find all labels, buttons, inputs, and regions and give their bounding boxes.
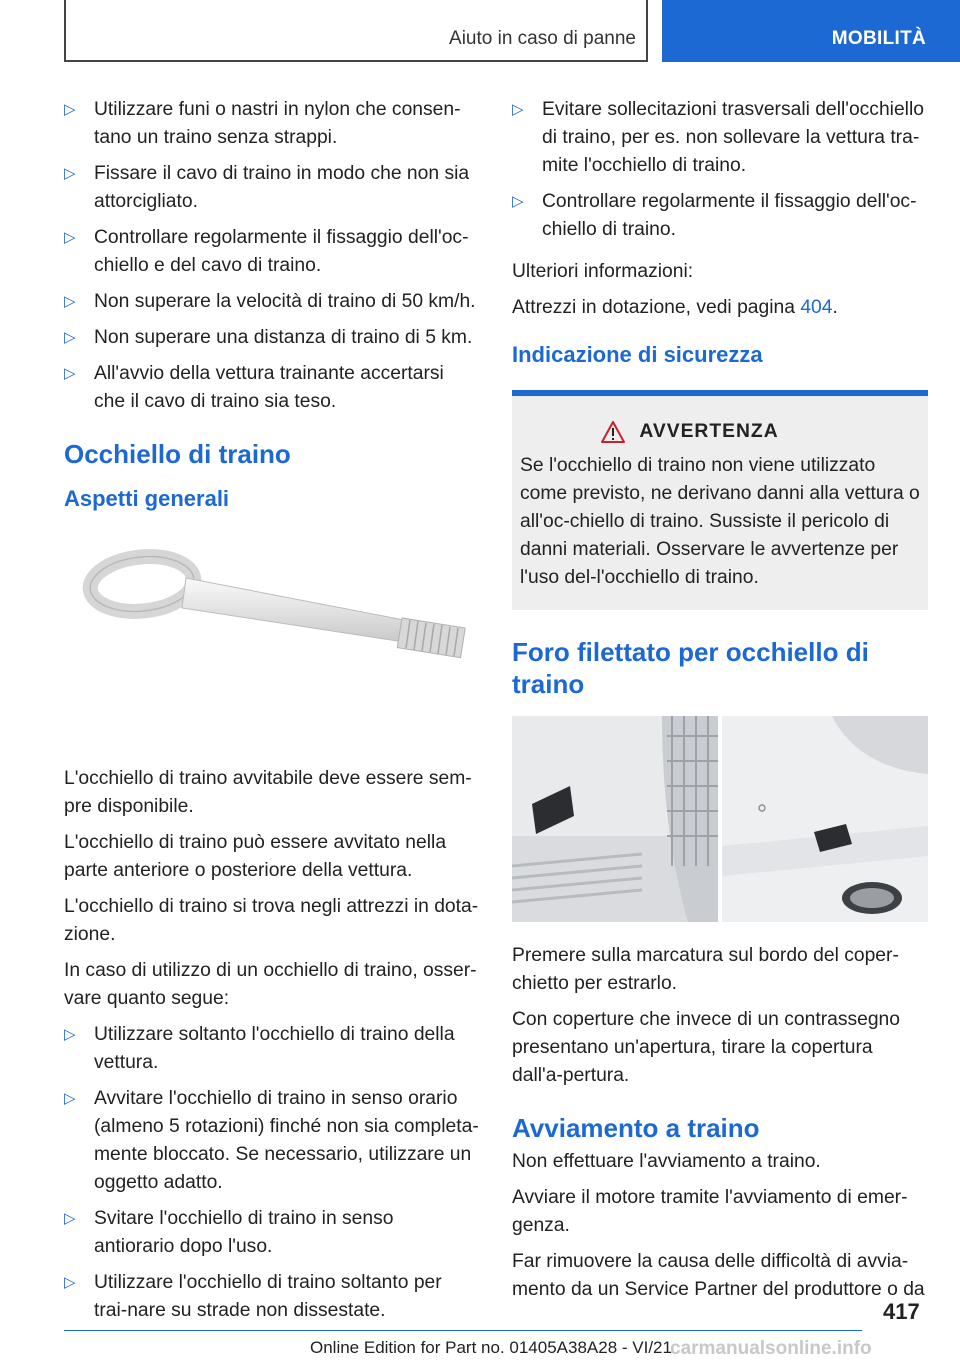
section-heading-tow-start: Avviamento a traino: [512, 1113, 760, 1143]
list-item: ▷ All'avvio della vettura trainante accertarsi che il cavo di traino sia teso.: [64, 360, 479, 416]
watermark: carmanualsonline.info: [670, 1338, 872, 1359]
triangle-right-icon: ▷: [64, 1026, 76, 1043]
more-info-label: Ulteriori informazioni:: [512, 261, 694, 282]
paragraph: Con coperture che invece di un contrassegno presentano un'apertura, tirare la copertura dall'a‐pertura.: [512, 1009, 901, 1086]
list-item: ▷ Utilizzare soltanto l'occhiello di traino della vettura.: [64, 1021, 479, 1077]
paragraph: Avviare il motore tramite l'avviamento di emer‐genza.: [512, 1187, 908, 1236]
triangle-right-icon: ▷: [64, 365, 76, 382]
page-number: 417: [883, 1299, 920, 1324]
paragraph: Far rimuovere la causa delle difficoltà di avvia‐mento da un Service Partner del produttore o da: [512, 1251, 925, 1300]
list-item: ▷ Non superare la velocità di traino di 50 km/h.: [64, 288, 479, 316]
list-item: ▷ Controllare regolarmente il fissaggio dell'oc‐chiello e del cavo di traino.: [64, 224, 479, 280]
left-column: [64, 96, 479, 1333]
list-item: ▷ Avvitare l'occhiello di traino in senso orario (almeno 5 rotazioni) finché non sia completa‐mente bloccato. Se necessario, utilizzare un oggetto adatto.: [64, 1085, 479, 1197]
footer-divider: [64, 1330, 862, 1331]
warning-title: AVVERTENZA: [520, 418, 920, 446]
right-column: [512, 96, 928, 1312]
list-item: ▷ Utilizzare l'occhiello di traino soltanto per trai‐nare su strade non dissestate.: [64, 1269, 479, 1325]
footer-edition: Online Edition for Part no. 01405A38A28 - VI/21: [310, 1338, 672, 1357]
warning-box: [512, 390, 928, 610]
reference-line: Attrezzi in dotazione, vedi pagina 404.: [512, 297, 838, 318]
paragraph: In caso di utilizzo di un occhiello di traino, osser‐vare quanto segue:: [64, 960, 477, 1009]
subsection-heading-general: Aspetti generali: [64, 486, 230, 511]
triangle-right-icon: ▷: [512, 101, 524, 118]
list-item: ▷ Svitare l'occhiello di traino in senso antiorario dopo l'uso.: [64, 1205, 479, 1261]
list-item: ▷ Evitare sollecitazioni trasversali dell'occhiello di traino, per es. non sollevare la vettura tra‐mite l'occhiello di traino.: [512, 96, 928, 180]
header-chapter-label: MOBILITÀ: [831, 28, 926, 49]
towing-eye-illustration: [64, 524, 479, 746]
header-chapter-tab: [662, 0, 960, 62]
paragraph: Non effettuare l'avviamento a traino.: [512, 1151, 821, 1172]
section-heading-towing-eye: Occhiello di traino: [64, 439, 291, 469]
paragraph: Premere sulla marcatura sul bordo del coper‐chietto per estrarlo.: [512, 945, 899, 994]
triangle-right-icon: ▷: [64, 229, 76, 246]
warning-triangle-icon: [601, 421, 625, 443]
triangle-right-icon: ▷: [64, 293, 76, 310]
photo-row: [512, 716, 928, 922]
paragraph: L'occhiello di traino avvitabile deve essere sem‐pre disponibile.: [64, 768, 472, 817]
triangle-right-icon: ▷: [512, 193, 524, 210]
page-reference-link[interactable]: 404: [800, 297, 833, 318]
list-item: ▷ Utilizzare funi o nastri in nylon che consen‐tano un traino senza strappi.: [64, 96, 479, 152]
list-item: ▷ Non superare una distanza di traino di 5 km.: [64, 324, 479, 352]
paragraph: L'occhiello di traino si trova negli attrezzi in dota‐zione.: [64, 896, 479, 945]
paragraph: L'occhiello di traino può essere avvitato nella parte anteriore o posteriore della vettura.: [64, 832, 447, 881]
safety-heading: Indicazione di sicurezza: [512, 342, 763, 367]
triangle-right-icon: ▷: [64, 1090, 76, 1107]
triangle-right-icon: ▷: [64, 1274, 76, 1291]
triangle-right-icon: ▷: [64, 1210, 76, 1227]
triangle-right-icon: ▷: [64, 101, 76, 118]
header-section-title: Aiuto in caso di panne: [449, 28, 636, 49]
list-item: ▷ Fissare il cavo di traino in modo che non sia attorcigliato.: [64, 160, 479, 216]
warning-text: Se l'occhiello di traino non viene utilizzato come previsto, ne derivano danni alla vettura o all'oc‐chiello di traino. Sussiste il pericolo di danni materiali. Osservare le avvertenze per l'uso del‐l'occhiello di traino.: [520, 455, 920, 588]
front-bumper-photo: [512, 716, 718, 922]
triangle-right-icon: ▷: [64, 329, 76, 346]
list-item: ▷ Controllare regolarmente il fissaggio dell'oc‐chiello di traino.: [512, 188, 928, 244]
section-heading-threaded-hole: Foro filettato per occhiello di traino: [512, 637, 869, 699]
rear-bumper-photo: [722, 716, 928, 922]
triangle-right-icon: ▷: [64, 165, 76, 182]
